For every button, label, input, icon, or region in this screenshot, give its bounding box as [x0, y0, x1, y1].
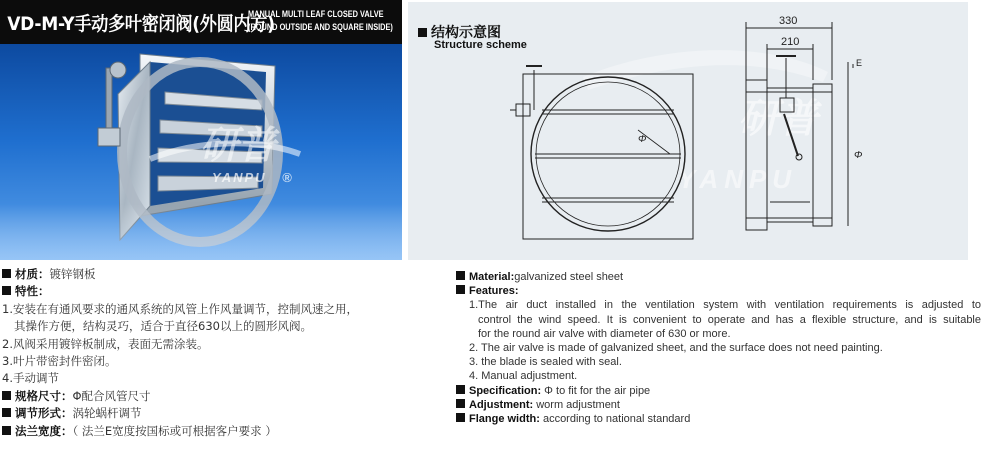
cn-feature-1a: 1.安装在有通风要求的通风系统的风管上作风量调节，控制风速之用， [2, 301, 358, 316]
en-adjust-value: worm adjustment [533, 398, 620, 411]
cn-flange-row [2, 423, 432, 440]
front-diameter-label: Φ [638, 134, 647, 145]
cn-feature-3: 3.叶片带密封件密闭。 [2, 354, 117, 369]
cn-adjust-row [2, 405, 432, 422]
english-title-line-2: (ROUND OUTSIDE AND SQUARE INSIDE) [248, 22, 393, 32]
product-photo [0, 44, 402, 260]
english-specs [456, 270, 981, 426]
chinese-specs [2, 266, 432, 440]
dimension-210: 210 [781, 36, 800, 48]
cn-adjust-value: 涡轮蜗杆调节 [72, 406, 142, 421]
cn-spec-label: 规格尺寸： [15, 388, 73, 403]
bullet-square-icon [2, 269, 11, 278]
photo-watermark-cn: 研普 [200, 123, 277, 167]
en-features-label: Features: [469, 285, 519, 298]
diagram-watermark-cn: 研普 [738, 96, 818, 142]
cn-spec-value: Φ配合风管尺寸 [72, 388, 151, 403]
front-square-frame [523, 74, 693, 239]
flange-e-label: E [856, 58, 863, 68]
cn-feature-1b: 其操作方便，结构灵巧，适合于直径630以上的圆形风阀。 [14, 319, 312, 334]
structure-drawing [408, 2, 968, 260]
en-feature-4: 4. Manual adjustment. [469, 370, 578, 383]
en-feature-3: 3. the blade is sealed with seal. [469, 356, 622, 369]
cn-feature-4: 4.手动调节 [2, 371, 59, 386]
bullet-square-icon [456, 413, 465, 422]
structure-diagram-panel [408, 2, 968, 260]
product-header [0, 0, 402, 44]
en-material-row [456, 270, 981, 284]
cn-features-label: 特性： [15, 284, 50, 299]
en-flange-value: according to national standard [539, 413, 691, 426]
side-diameter-label: Φ [854, 150, 863, 161]
cn-material-value: 镀锌钢板 [49, 267, 96, 281]
cn-material-row [2, 266, 432, 283]
cn-feature-2: 2.风阀采用镀锌板制成，表面无需涂装。 [2, 336, 209, 351]
en-feature-1b: control the wind speed. It is convenient to operate and has a flexible structure, and is suitable [478, 313, 981, 326]
product-title: VD-M-Y手动多叶密闭阀(外圆内方) [7, 12, 275, 35]
product-english-title [248, 8, 393, 34]
photo-watermark-en [212, 170, 294, 185]
en-feature-2: 2. The air valve is made of galvanized sheet, and the surface does not need painting. [469, 342, 883, 355]
en-adjust-row [456, 398, 981, 412]
bullet-square-icon [2, 391, 11, 400]
cn-adjust-label: 调节形式： [15, 406, 73, 421]
en-spec-value: Φ to fit for the air pipe [541, 384, 651, 397]
en-flange-row [456, 412, 981, 426]
cn-material-label: 材质： [15, 267, 50, 281]
en-spec-label: Specification: [469, 384, 542, 397]
bullet-square-icon [456, 399, 465, 408]
en-feature-1a: 1.The air duct installed in the ventilation system with ventilation requirements is adjusted to [469, 299, 981, 312]
photo-watermark-en-text: YANPU [212, 170, 267, 185]
bullet-square-icon [456, 271, 465, 280]
diagram-watermark-en: YANPU [678, 164, 798, 194]
en-adjust-label: Adjustment: [469, 398, 534, 411]
bullet-square-icon [2, 286, 11, 295]
cn-features-row [2, 283, 432, 300]
cn-flange-label: 法兰宽度： [15, 423, 73, 438]
bullet-square-icon [456, 385, 465, 394]
english-title-line-1: MANUAL MULTI LEAF CLOSED VALVE [248, 9, 384, 19]
diagram-subtitle: Structure scheme [434, 39, 527, 51]
registered-mark: ® [282, 170, 294, 185]
bullet-square-icon [2, 426, 11, 435]
cn-spec-row [2, 388, 432, 405]
en-features-row [456, 284, 981, 298]
en-spec-row [456, 384, 981, 398]
bullet-square-icon [2, 408, 11, 417]
en-feature-1c: for the round air valve with diameter of 630 or more. [478, 327, 731, 340]
en-material-label: Material: [469, 271, 515, 283]
dimension-330: 330 [779, 15, 798, 27]
en-material-value: galvanized steel sheet [514, 271, 624, 283]
bullet-square-icon [456, 285, 465, 294]
en-flange-label: Flange width: [469, 413, 540, 426]
diagram-title-text: 结构示意图 [431, 24, 501, 40]
cn-flange-value: （ 法兰E宽度按国标或可根据客户要求 ） [72, 423, 277, 438]
